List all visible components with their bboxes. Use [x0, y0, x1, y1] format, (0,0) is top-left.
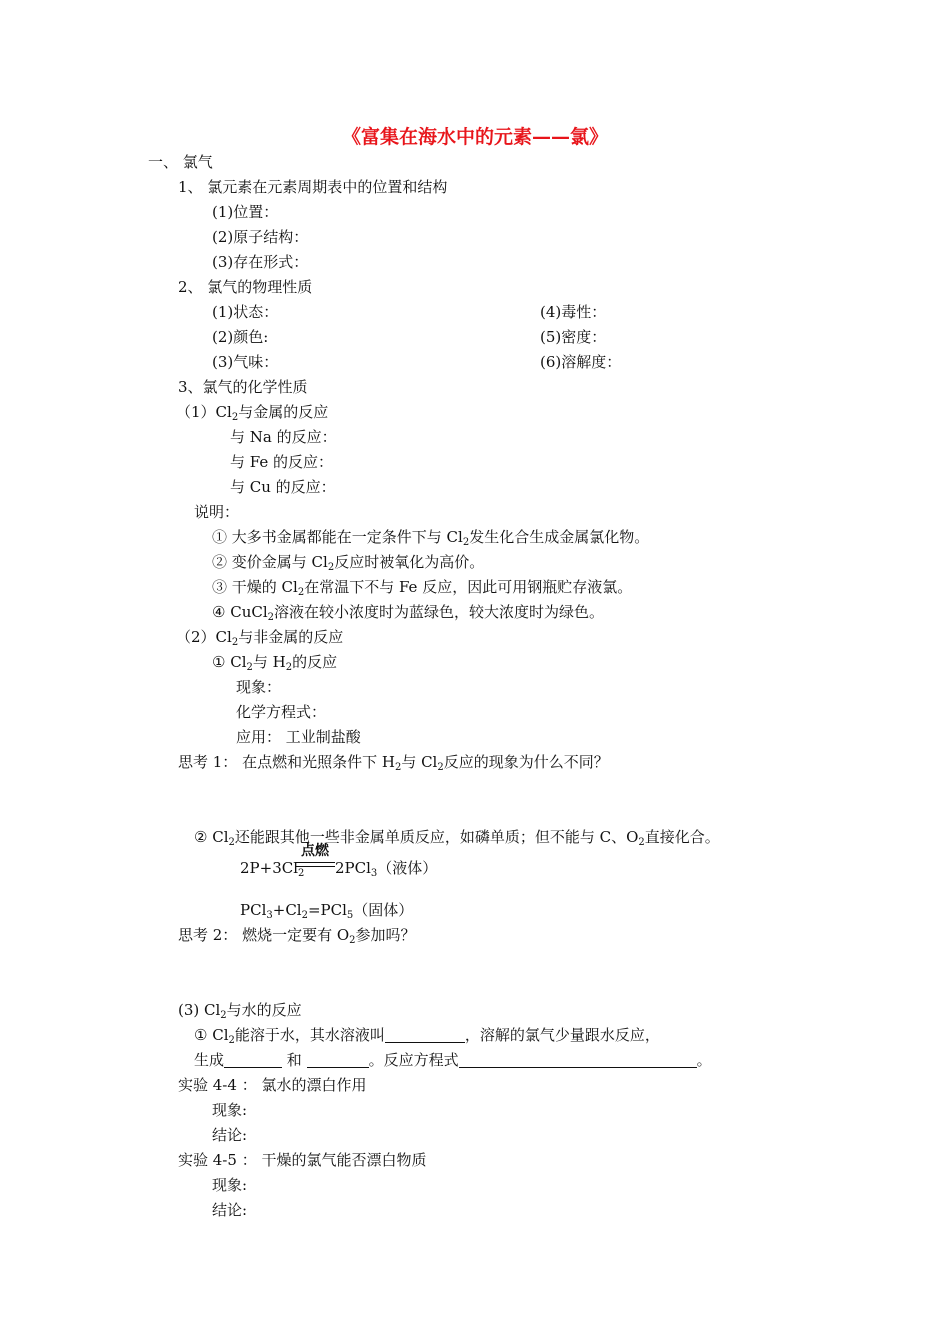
experiment-4-5-conclusion: 结论: [212, 1201, 248, 1219]
item-state: (1)状态： [212, 303, 279, 321]
reaction-double-arrow [295, 862, 335, 867]
item-application: 应用： 工业制盐酸 [236, 728, 361, 746]
item-density: (5)密度： [540, 328, 607, 346]
subsection-heading-physical: 2、 氯气的物理性质 [178, 278, 313, 296]
item-products: 生成 和 。反应方程式 。 [194, 1051, 712, 1069]
think-question-1: 思考 1： 在点燃和光照条件下 $H_2$与 $Cl_2$反应的现象为什么不同？ [178, 753, 609, 773]
item-phenomenon: 现象： [236, 678, 282, 696]
fill-blank-solution[interactable] [385, 1027, 465, 1043]
fill-blank-equation[interactable] [459, 1052, 697, 1068]
item-position: (1)位置： [212, 203, 279, 221]
item-toxicity: (4)毒性： [540, 303, 607, 321]
experiment-4-5-phenomenon: 现象: [212, 1176, 248, 1194]
note-2: ② 变价金属与 $Cl_2$反应时被氧化为高价。 [212, 553, 485, 573]
item-color: (2)颜色: [212, 328, 269, 346]
note-1: ① 大多书金属都能在一定条件下与 $Cl_2$发生化合生成金属氯化物。 [212, 528, 650, 548]
item-fe-reaction: 与 Fe 的反应： [230, 453, 334, 471]
note-3: ③ 干燥的 $Cl_2$在常温下不与 Fe 反应，因此可用钢瓶贮存液氯。 [212, 578, 633, 598]
reaction-p-cl2-right: 2PCl$_3$（液体） [335, 859, 438, 879]
experiment-4-4-phenomenon: 现象: [212, 1101, 248, 1119]
heading-water-reaction: (3) $Cl_2$与水的反应 [178, 1001, 302, 1021]
item-cu-reaction: 与 Cu 的反应： [230, 478, 336, 496]
item-h2-reaction: ① $Cl_2$与 $H_2$的反应 [212, 653, 338, 673]
note-4: ④ CuCl$_2$溶液在较小浓度时为蓝绿色，较大浓度时为绿色。 [212, 603, 605, 623]
note-label: 说明： [194, 503, 240, 521]
item-odor: (3)气味： [212, 353, 279, 371]
page-title: 《富集在海水中的元素——氯》 [341, 126, 608, 148]
reaction-pcl3-cl2: $PCl_3+Cl_2=PCl_5$（固体） [240, 901, 414, 921]
fill-blank-product-1[interactable] [224, 1052, 282, 1068]
item-other-nonmetals: ② $Cl_2$还能跟其他一些非金属单质反应，如磷单质；但不能与 C、$O_2$直接化合。 [194, 828, 720, 848]
subsection-heading-chemical: 3、氯气的化学性质 [178, 378, 308, 396]
subsection-heading-position: 1、 氯元素在元素周期表中的位置和结构 [178, 178, 448, 196]
item-atomic-structure: (2)原子结构： [212, 228, 309, 246]
experiment-4-4-title: 实验 4-4 ： 氯水的漂白作用 [178, 1076, 367, 1094]
experiment-4-4-conclusion: 结论: [212, 1126, 248, 1144]
section-heading-chlorine: 一、 氯气 [148, 153, 213, 171]
item-chemical-equation: 化学方程式： [236, 703, 327, 721]
experiment-4-5-title: 实验 4-5 ： 干燥的氯气能否漂白物质 [178, 1151, 427, 1169]
item-existence-form: (3)存在形式： [212, 253, 309, 271]
think-question-2: 思考 2： 燃烧一定要有 $O_2$参加吗？ [178, 926, 416, 946]
item-dissolve-water: ① $Cl_2$能溶于水，其水溶液叫 ，溶解的氯气少量跟水反应， [194, 1026, 660, 1046]
heading-nonmetal-reaction: $(2)Cl_2$与非金属的反应 [176, 628, 344, 648]
heading-metal-reaction: $(1)Cl_2$与金属的反应 [176, 403, 329, 423]
reaction-condition-ignite: 点燃 [301, 843, 329, 859]
fill-blank-product-2[interactable] [307, 1052, 369, 1068]
reaction-p-cl2-left: $2P+3Cl_2$ [240, 859, 305, 879]
item-solubility: (6)溶解度： [540, 353, 622, 371]
item-na-reaction: 与 Na 的反应： [230, 428, 337, 446]
